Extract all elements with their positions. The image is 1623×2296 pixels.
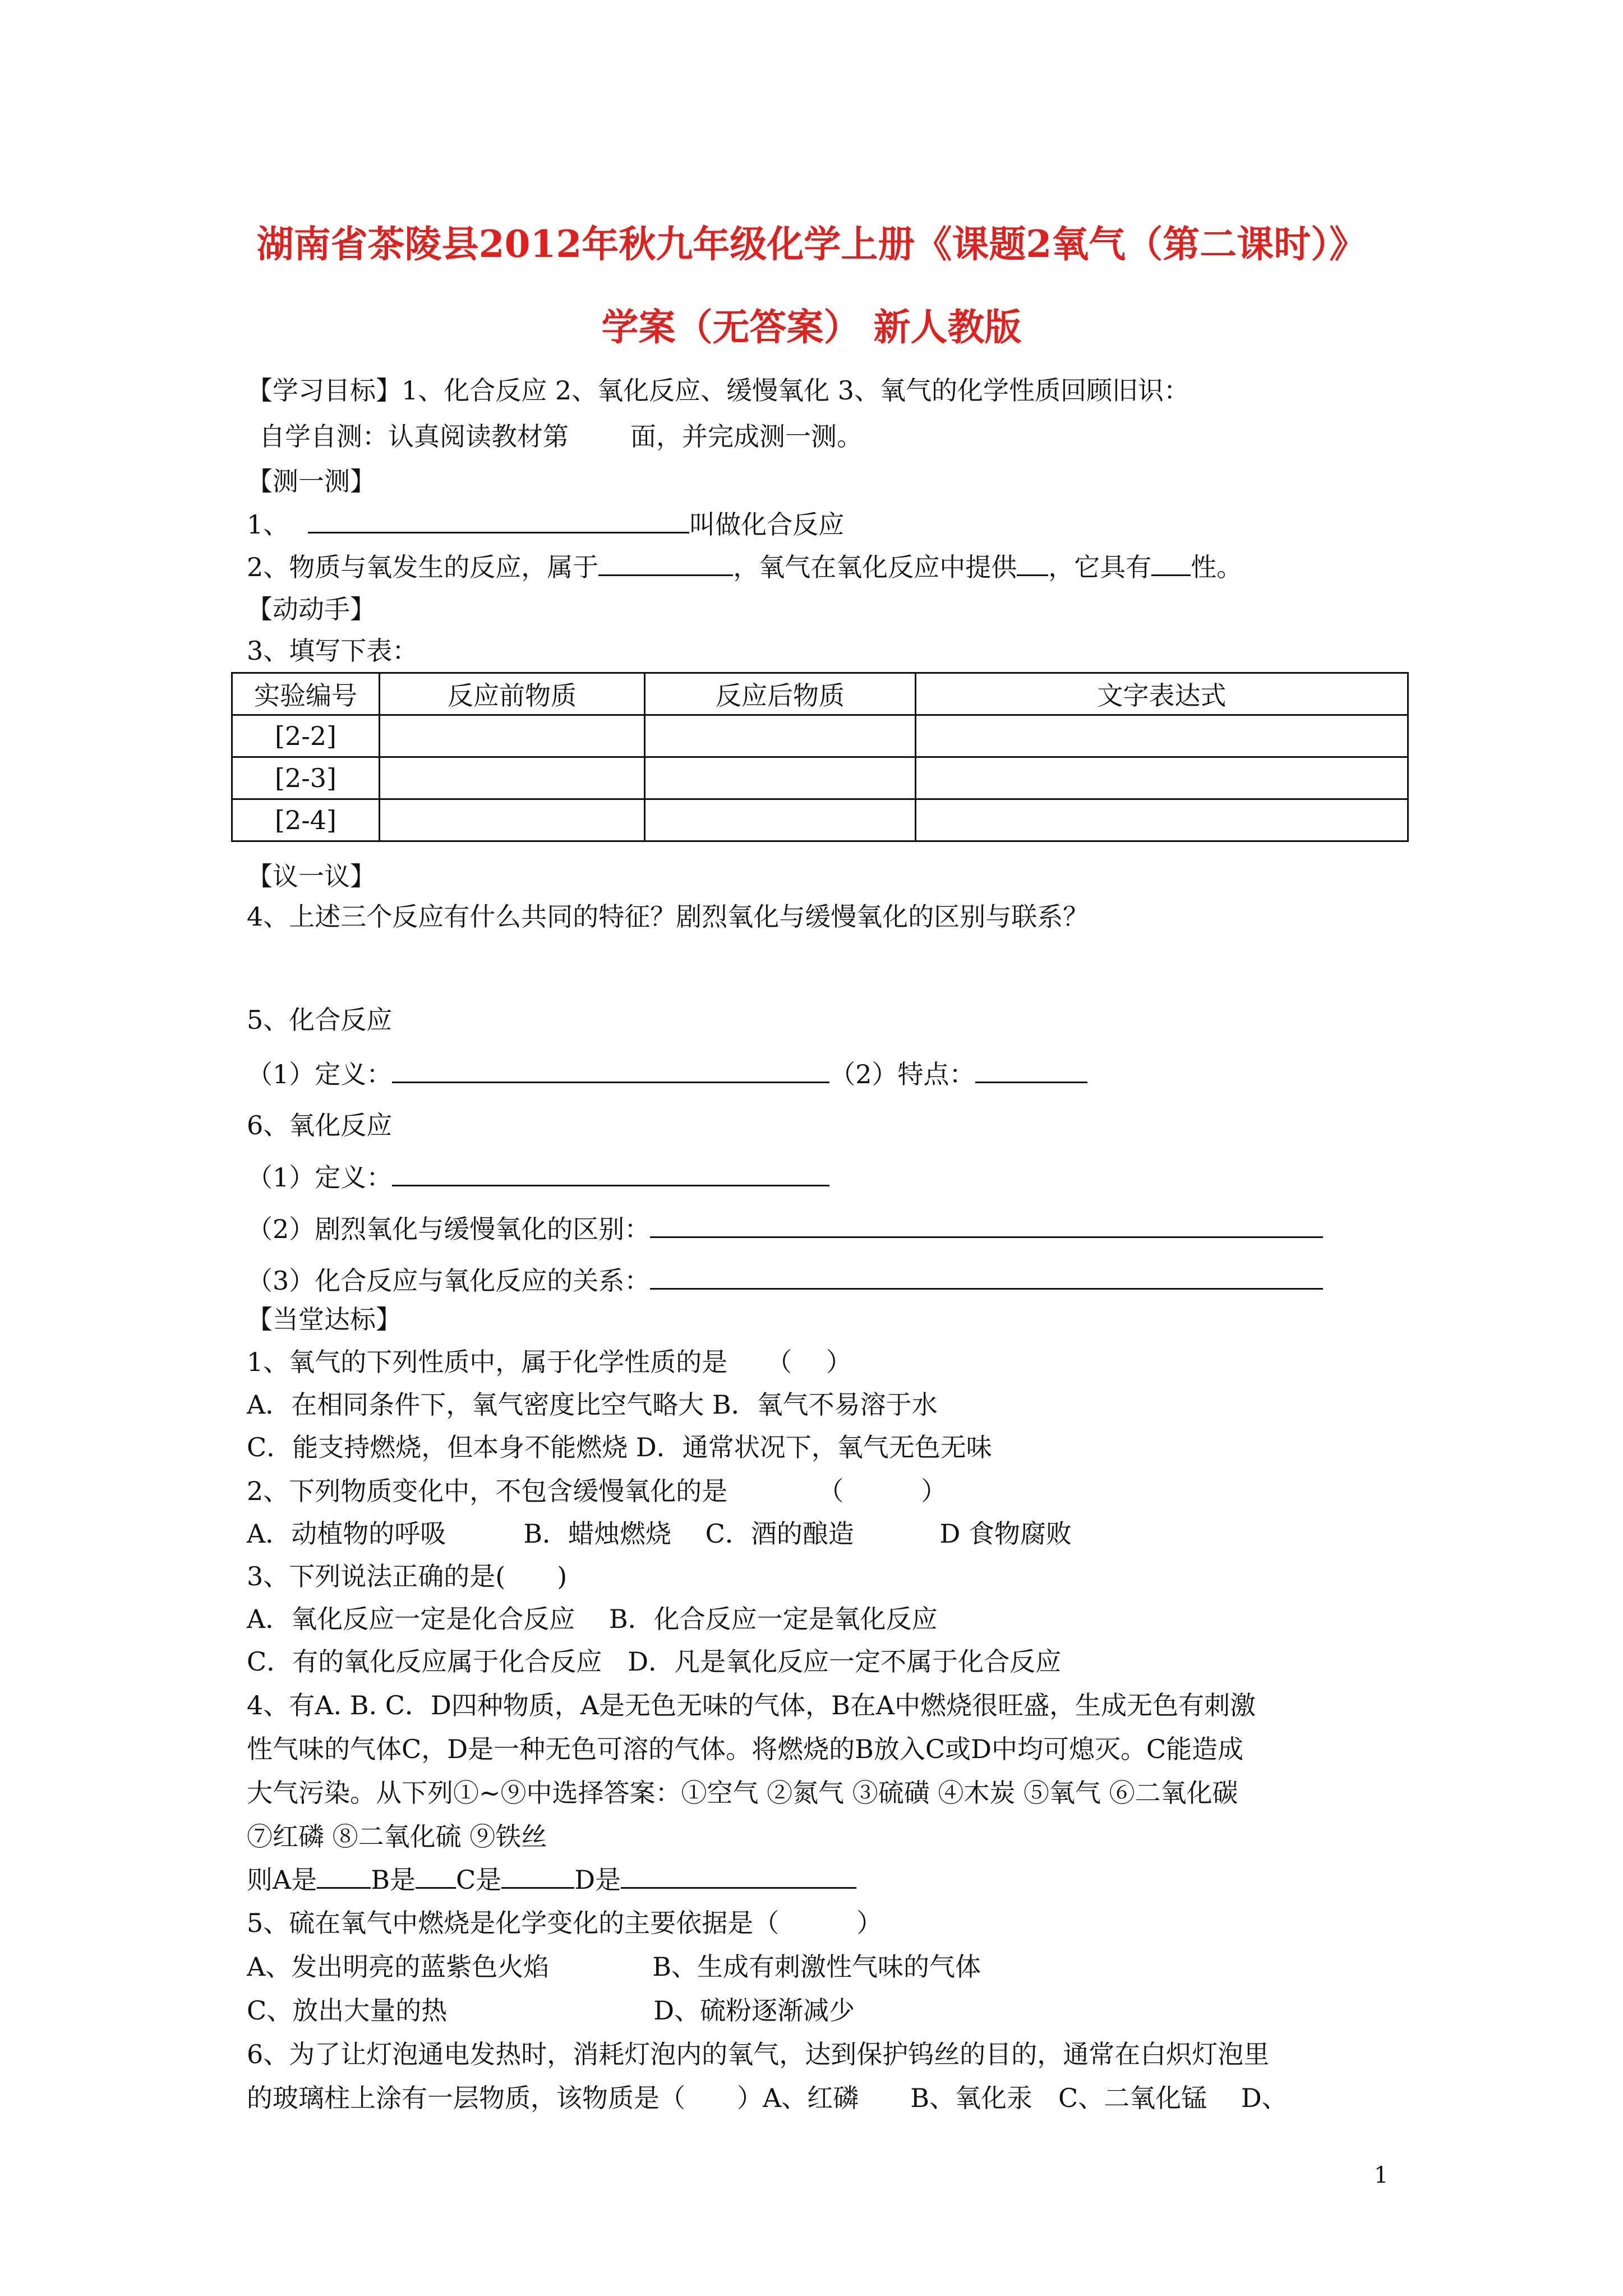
q5-definition-label: （1）定义： [247,1059,393,1089]
discuss-heading: 【议一议】 [247,861,376,891]
test-q2-part-a: 2、物质与氧发生的反应，属于 [247,552,599,582]
test-q1-blank[interactable] [308,507,689,533]
discuss-q4: 4、上述三个反应有什么共同的特征？剧烈氧化与缓慢氧化的区别与联系？ [247,901,1089,932]
class-q3: 3、下列说法正确的是( ) [247,1561,568,1591]
row-products-cell[interactable] [645,757,916,799]
q6-difference-label: （2）剧烈氧化与缓慢氧化的区别： [247,1214,651,1244]
class-q1-options-ab: A．在相同条件下，氧气密度比空气略大 B．氧气不易溶于水 [247,1389,938,1420]
class-q5-options-cd: C、放出大量的热 D、硫粉逐渐减少 [247,1995,855,2026]
class-q4-line-4: ⑦红磷 ⑧二氧化硫 ⑨铁丝 [247,1821,547,1852]
q5-feature-blank[interactable] [975,1057,1087,1083]
q4-answer-d-label: D是 [574,1865,621,1895]
test-q2-blank-3[interactable] [1151,550,1191,576]
q6-definition-label: （1）定义： [247,1162,393,1193]
q6-relation-label: （3）化合反应与氧化反应的关系： [247,1266,651,1296]
table-row [232,799,1408,841]
test-q2-part-b: ，氧气在氧化反应中提供 [733,552,1017,582]
row-equation-cell[interactable] [916,715,1408,757]
test-q2-part-d: 性。 [1191,552,1243,582]
q5-definition-blank[interactable] [392,1057,829,1083]
self-study-text-b: 面，并完成测一测。 [630,421,863,452]
class-q1: 1、氧气的下列性质中，属于化学性质的是 （ ） [247,1347,852,1377]
class-q4-line-3: 大气污染。从下列①~⑨中选择答案：①空气 ②氮气 ③硫磺 ④木炭 ⑤氧气 ⑥二氧化碳 [247,1778,1238,1808]
class-q5: 5、硫在氧气中燃烧是化学变化的主要依据是（ ） [247,1908,883,1938]
class-q2: 2、下列物质变化中，不包含缓慢氧化的是 （ ） [247,1476,947,1506]
header-reactants: 反应前物质 [380,673,645,715]
self-study-text-a: 自学自测：认真阅读教材第 [259,421,569,452]
learning-goals: 【学习目标】1、化合反应 2、氧化反应、缓慢氧化 3、氧气的化学性质回顾旧识： [247,375,1190,406]
row-equation-cell[interactable] [916,757,1408,799]
table-row [232,715,1408,757]
class-q1-options-cd: C．能支持燃烧，但本身不能燃烧 D．通常状况下，氧气无色无味 [247,1432,992,1462]
class-q4-line-1: 4、有A. B. C．D四种物质，A是无色无味的气体，B在A中燃烧很旺盛，生成无色有刺激 [247,1690,1256,1720]
row-products-cell[interactable] [645,799,916,841]
q4-answer-a-blank[interactable] [317,1862,371,1889]
class-q2-options: A．动植物的呼吸 B．蜡烛燃烧 C．酒的酿造 D 食物腐败 [247,1519,1072,1549]
row-id: [2-2] [232,715,380,757]
discuss-q6-difference [247,1212,1323,1246]
q6-definition-blank[interactable] [392,1160,829,1186]
q5-feature-label: （2）特点： [829,1059,975,1089]
class-q4-answer-line [247,1862,856,1897]
row-reactants-cell[interactable] [380,799,645,841]
test-q1 [247,507,844,541]
row-id: [2-3] [232,757,380,799]
self-study-line [259,420,863,453]
test-q2 [247,550,1242,584]
test-q2-blank-1[interactable] [598,550,733,576]
q6-relation-blank[interactable] [650,1263,1323,1290]
header-word-equation: 文字表达式 [916,673,1408,715]
hands-on-heading: 【动动手】 [247,594,376,624]
class-q4-line-2: 性气味的气体C，D是一种无色可溶的气体。将燃烧的B放入C或D中均可熄灭。C能造成 [247,1734,1244,1764]
q6-difference-blank[interactable] [650,1212,1323,1238]
header-experiment-id: 实验编号 [232,673,380,715]
row-id: [2-4] [232,799,380,841]
table-header-row [232,673,1408,715]
class-q6-line-2: 的玻璃柱上涂有一层物质，该物质是（ ）A、红磷 B、氧化汞 C、二氧化锰 D、 [247,2083,1288,2113]
page-number: 1 [1374,2162,1389,2188]
discuss-q6-definition [247,1160,829,1194]
test-q2-part-c: ，它具有 [1048,552,1152,582]
discuss-q5-definition [247,1057,1087,1091]
document-title-line-1: 湖南省茶陵县2012年秋九年级化学上册《课题2氧气（第二课时）》 [256,222,1367,266]
class-q3-options-ab: A．氧化反应一定是化合反应 B．化合反应一定是氧化反应 [247,1604,938,1634]
class-q5-options-ab: A、发出明亮的蓝紫色火焰 B、生成有刺激性气味的气体 [247,1952,981,1982]
table-row [232,757,1408,799]
test-q1-tail: 叫做化合反应 [689,509,845,540]
test-q1-number: 1、 [247,509,289,540]
discuss-q6: 6、氧化反应 [247,1110,393,1140]
q4-answer-b-blank[interactable] [416,1862,456,1889]
row-reactants-cell[interactable] [380,715,645,757]
class-heading: 【当堂达标】 [247,1304,402,1335]
class-q6-line-1: 6、为了让灯泡通电发热时，消耗灯泡内的氧气，达到保护钨丝的目的，通常在白炽灯泡里 [247,2039,1270,2069]
test-heading: 【测一测】 [247,466,376,496]
discuss-q6-relation [247,1263,1323,1297]
class-q3-options-cd: C．有的氧化反应属于化合反应 D．凡是氧化反应一定不属于化合反应 [247,1646,1062,1677]
row-reactants-cell[interactable] [380,757,645,799]
q4-answer-c-blank[interactable] [501,1862,574,1889]
q4-answer-a-label: 则A是 [247,1865,317,1895]
document-title-line-2: 学案（无答案） 新人教版 [601,305,1022,349]
discuss-q5: 5、化合反应 [247,1005,393,1035]
row-products-cell[interactable] [645,715,916,757]
header-products: 反应后物质 [645,673,916,715]
experiment-table [231,672,1409,842]
test-q2-blank-2[interactable] [1017,550,1048,576]
row-equation-cell[interactable] [916,799,1408,841]
q4-answer-c-label: C是 [456,1865,502,1895]
q4-answer-b-label: B是 [371,1865,416,1895]
q4-answer-d-blank[interactable] [621,1862,856,1889]
hands-on-q3: 3、填写下表： [247,636,418,666]
